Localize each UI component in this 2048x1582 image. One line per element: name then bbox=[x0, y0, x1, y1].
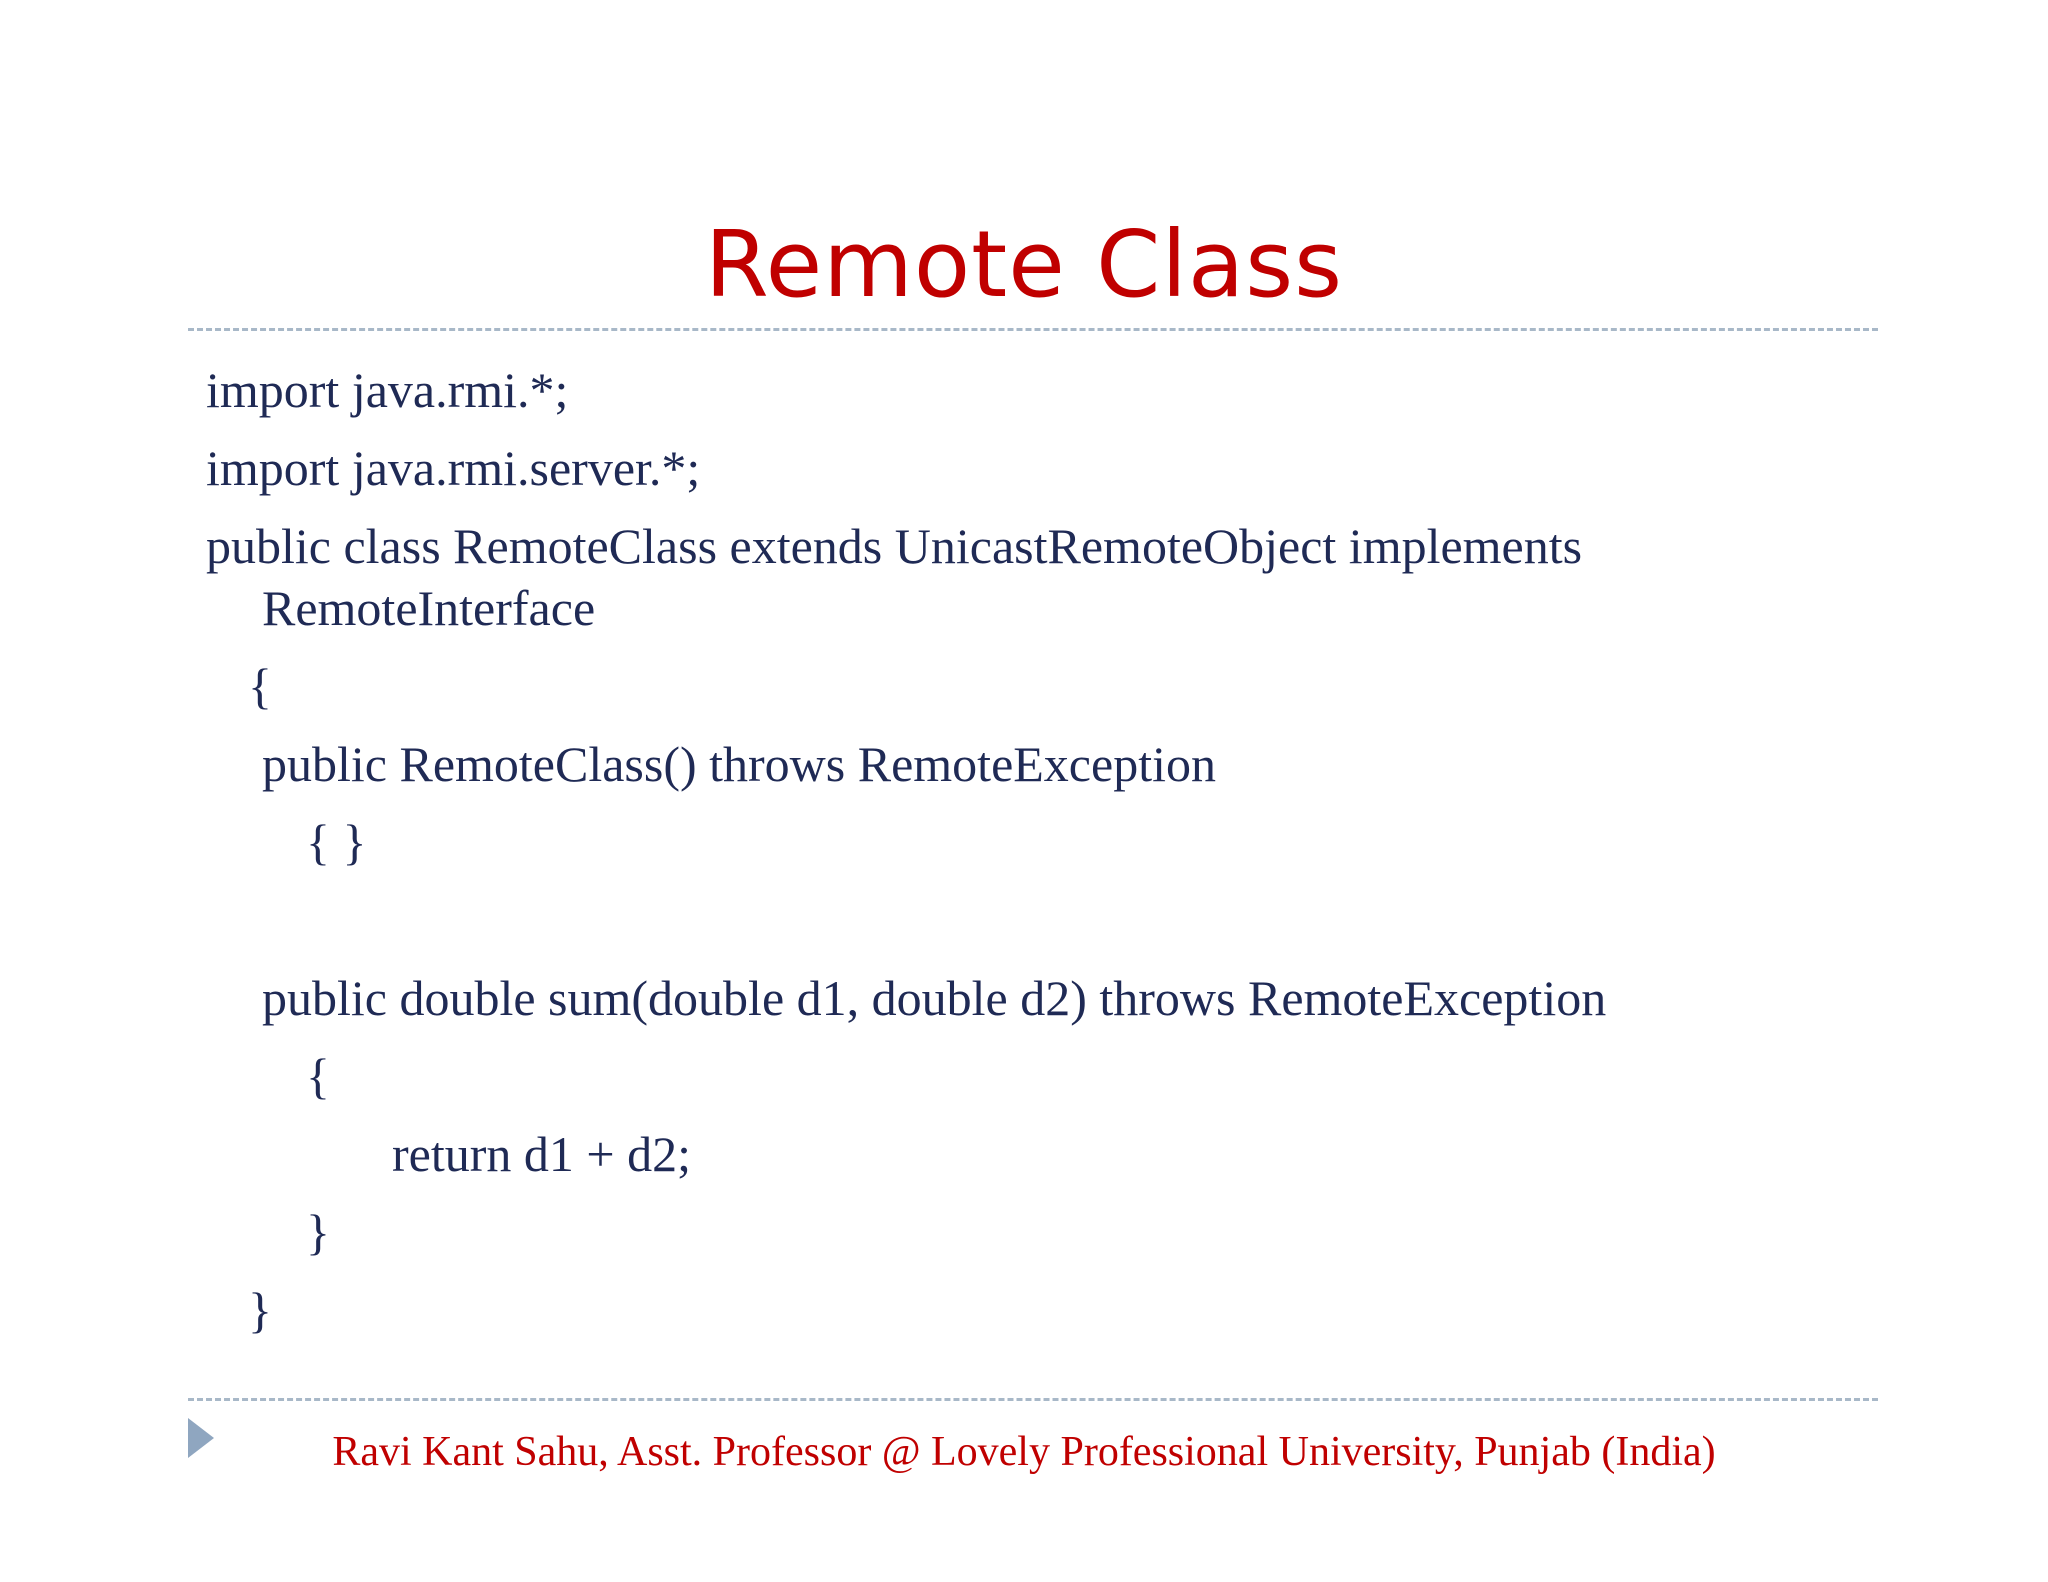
code-line-class-close-brace: } bbox=[248, 1282, 272, 1338]
code-line-method-open-brace: { bbox=[306, 1048, 330, 1104]
code-line-return: return d1 + d2; bbox=[392, 1126, 691, 1182]
slide-title: Remote Class bbox=[704, 211, 1344, 318]
code-line-import-server: import java.rmi.server.*; bbox=[206, 440, 701, 496]
code-line-method-close-brace: } bbox=[306, 1204, 330, 1260]
code-line-sum-method: public double sum(double d1, double d2) throws RemoteException bbox=[262, 970, 1607, 1026]
footer-credit: Ravi Kant Sahu, Asst. Professor @ Lovely Professional University, Punjab (India) bbox=[332, 1429, 1716, 1475]
code-line-import-rmi: import java.rmi.*; bbox=[206, 362, 569, 418]
code-line-class-declaration: public class RemoteClass extends UnicastRemoteObject implements bbox=[206, 518, 1583, 574]
code-line-constructor: public RemoteClass() throws RemoteException bbox=[262, 736, 1216, 792]
bottom-divider bbox=[188, 1398, 1878, 1401]
top-divider bbox=[188, 328, 1878, 331]
code-line-class-open-brace: { bbox=[248, 658, 272, 714]
code-line-interface-name: RemoteInterface bbox=[262, 580, 596, 636]
code-line-constructor-body: { } bbox=[306, 814, 367, 870]
